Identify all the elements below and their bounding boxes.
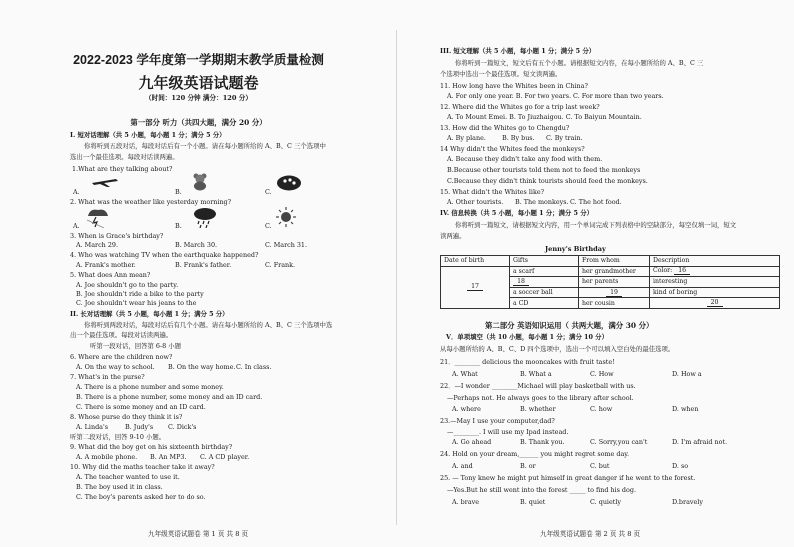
option-a: A. There is a phone number and some money.: [76, 383, 224, 391]
option-c: C. By train.: [546, 134, 583, 142]
option-label: B.: [175, 188, 182, 196]
option-b: B. March 30.: [175, 241, 218, 249]
option-a: A. The teacher wanted to use it.: [76, 473, 180, 481]
option-a: A. What: [452, 370, 478, 378]
option-c: C. A CD player.: [200, 453, 250, 461]
option-b: B. Thank you.: [520, 438, 565, 446]
sec4-title: IV. 信息转换（共 5 小题，每小题 1 分；满分 5 分）: [440, 209, 593, 217]
option-a: A. Other tourists.: [447, 198, 504, 206]
from-cell: [579, 287, 650, 298]
question-7: 7. What's in the purse?: [70, 373, 145, 381]
option-d: D. How a: [672, 370, 702, 378]
option-a: A. By plane.: [447, 134, 486, 142]
question-22: 22．—I wonder ________Michael will play basketball with us.: [440, 382, 636, 390]
question-14: 14 Why didn't the Whites feed the monkeys?: [440, 145, 585, 153]
option-b: B. On the way home.: [168, 363, 236, 371]
option-c: C.Because they didn't think tourists should feed the monkeys.: [447, 177, 648, 185]
question-4: 4. Who was watching TV when the earthquake happened?: [70, 251, 259, 259]
dialog-1-note: 听第一段对话，回答第 6-8 小题: [90, 342, 182, 350]
sec1-instruction-2: 选出一个最佳选项。每段对话读两遍。: [70, 153, 179, 161]
sec2-title: II. 长对话理解（共 5 小题，每小题 1 分；满分 5 分）: [70, 310, 229, 318]
option-b: B. What a: [520, 370, 552, 378]
table-row: [441, 266, 780, 277]
table-title: Jenny's Birthday: [545, 245, 606, 253]
desc-cell: kind of boring: [650, 287, 780, 298]
toy-car-icon: [276, 174, 302, 192]
option-a: A. Because they didn't take any food with them.: [447, 155, 603, 163]
question-12: 12. Where did the Whites go for a trip last week?: [440, 103, 600, 111]
question-1: 1.What are they talking about?: [72, 165, 173, 173]
question-25-reply: —Yes.But he still went into the forest _____ to find his dog.: [447, 486, 636, 494]
sec2-instruction: 你将听到两段对话，每段对话后有几个小题。请在每小题所给的 A、B、C 三个选项中选: [84, 321, 333, 329]
exam-title: 2022-2023 学年度第一学期期末教学质量检测: [73, 53, 324, 67]
option-b: B. The boy used it in class.: [76, 483, 163, 491]
option-b: B. An MP3.: [150, 453, 187, 461]
from-cell: her cousin: [579, 298, 650, 309]
desc-cell: [650, 266, 780, 277]
option-a: A. March 29.: [76, 241, 118, 249]
option-a: A. Frank's mother.: [76, 261, 136, 269]
option-b: B. or: [520, 462, 536, 470]
page-footer-2: 九年级英语试题卷 第 2 页 共 8 页: [540, 530, 641, 538]
question-23-reply: —________. I will use my Ipad instead.: [447, 428, 569, 436]
gift-cell: a scarf: [510, 266, 579, 277]
question-10: 10. Why did the maths teacher take it away?: [70, 463, 215, 471]
storm-icon: [84, 206, 112, 228]
exam-time: （时间：120 分钟 满分：120 分）: [145, 94, 252, 102]
option-a: A. A mobile phone.: [76, 453, 138, 461]
option-b: B. whether: [520, 405, 556, 413]
option-label: B.: [175, 222, 182, 230]
gift-cell: a soccer ball: [510, 287, 579, 298]
option-c: C. Frank.: [265, 261, 296, 269]
question-5: 5. What does Ann mean?: [70, 271, 151, 279]
option-c: C. quietly: [590, 498, 621, 506]
table-header: From whom: [579, 256, 650, 267]
from-cell: her parents: [579, 277, 650, 288]
jenny-birthday-table: [440, 255, 780, 309]
question-15: 15. What didn't the Whites like?: [440, 188, 545, 196]
desc-cell: interesting: [650, 277, 780, 288]
option-b: B. Judy's: [125, 423, 154, 431]
option-a: A. brave: [452, 498, 480, 506]
option-b: B. There is a phone number, some money and an ID card.: [76, 393, 263, 401]
question-13: 13. How did the Whites go to Chengdu?: [440, 124, 570, 132]
blank-20: 20: [707, 299, 723, 307]
option-c: C. In class.: [236, 363, 272, 371]
sec1-title: I. 短对话理解（共 5 小题，每小题 1 分；满分 5 分）: [70, 131, 226, 139]
option-a: A. Joe shouldn't go to the party.: [76, 281, 179, 289]
question-11: 11. How long have the Whites been in China?: [440, 82, 588, 90]
exam-subtitle: 九年级英语试题卷: [138, 75, 259, 92]
option-label: A.: [73, 222, 80, 230]
table-header: Description: [650, 256, 780, 267]
question-12-options: A. To Mount Emei. B. To Jiuzhaigou. C. To Baiyun Mountain.: [447, 113, 642, 121]
option-b: B. The monkeys.: [515, 198, 569, 206]
question-21: 21．________ delicious the mooncakes with fruit taste!: [440, 358, 615, 366]
teddy-bear-icon: [192, 173, 208, 191]
blank-18: 18: [513, 278, 529, 286]
option-c: C. March 31.: [265, 241, 308, 249]
option-c: C. There is some money and an ID card.: [76, 403, 206, 411]
question-24: 24. Hold on your dream,______ you might regret some day.: [440, 450, 630, 458]
option-b: B. Joe shouldn't ride a bike to the party: [76, 290, 204, 298]
option-c: C. How: [590, 370, 614, 378]
option-c: C. how: [590, 405, 613, 413]
option-b: B. Frank's father.: [175, 261, 232, 269]
question-8: 8. Whose purse do they think it is?: [70, 413, 183, 421]
question-22-reply: —Perhaps not. He always goes to the library after school.: [447, 394, 634, 402]
option-a: A. and: [452, 462, 473, 470]
sec3-instruction-2: 个选项中选出一个最佳选项。短文读两遍。: [440, 70, 562, 78]
table-header-row: [441, 256, 780, 267]
question-9: 9. What did the boy get on his sixteenth birthday?: [70, 443, 233, 451]
option-b: B. By bus.: [502, 134, 535, 142]
part1-heading: 第一部分 听力（共四大题，满分 20 分）: [130, 118, 267, 127]
sun-icon: [276, 207, 296, 227]
option-label: A.: [73, 188, 80, 196]
sec5-title: V．单项填空（共 10 小题，每小题 1 分；满分 10 分）: [446, 333, 608, 341]
blank-17: 17: [467, 283, 483, 291]
option-c: C. Dick's: [168, 423, 197, 431]
sec2-instruction-2: 出一个最佳选项。每段对话读两遍。: [70, 331, 173, 339]
option-d: D.bravely: [672, 498, 703, 506]
option-c: C. but: [590, 462, 610, 470]
option-c: C. The boy's parents asked her to do so.: [76, 493, 206, 501]
sec1-instruction: 你将听到五段对话，每段对话后有一个小题。请在每小题所给的 A、B、C 三个选项中: [84, 142, 326, 150]
option-a: A. Go ahead: [452, 438, 492, 446]
sec4-instruction: 你将听到一篇短文，请根据短文内容，用一个单词完成下列表格中的空缺部分，每空仅填一词，短文: [455, 221, 737, 229]
airplane-icon: [90, 174, 120, 188]
desc-label: Color:: [653, 267, 673, 275]
question-3: 3. When is Grace's birthday?: [70, 232, 164, 240]
question-23: 23.—May I use your computer,dad?: [440, 417, 555, 425]
option-b: B. quiet: [520, 498, 546, 506]
question-25: 25. — Tony knew he might put himself in great danger if he went to the forest.: [440, 474, 696, 482]
sec3-title: III. 短文理解（共 5 小题，每小题 1 分；满分 5 分）: [440, 47, 596, 55]
page-footer-1: 九年级英语试题卷 第 1 页 共 8 页: [148, 530, 249, 538]
sec3-instruction: 你将听到一篇短文，短文后有五个小题。请根据短文内容，在每小题所给的 A、B、C 三: [455, 59, 704, 67]
table-header: Date of birth: [441, 256, 510, 267]
date-of-birth-cell: [441, 266, 510, 308]
blank-19: 19: [606, 289, 622, 297]
from-cell: her grandmother: [579, 266, 650, 277]
gift-cell: [510, 277, 579, 288]
option-label: C.: [265, 188, 272, 196]
question-11-options: A. For only one year. B. For two years. C. For more than two years.: [447, 92, 664, 100]
part2-heading: 第二部分 英语知识运用（ 共两大题，满分 30 分）: [485, 321, 654, 330]
option-c: C. Sorry,you can't: [590, 438, 648, 446]
option-d: D. when: [672, 405, 699, 413]
dialog-2-note: 听第二段对话，回答 9-10 小题。: [70, 433, 166, 441]
option-a: A. On the way to school.: [76, 363, 155, 371]
option-c: C. The hot food.: [570, 198, 622, 206]
option-b: B.Because other tourists told them not to feed the monkeys: [447, 166, 641, 174]
gift-cell: a CD: [510, 298, 579, 309]
sec5-instruction: 从每小题所给的 A、B、C、D 四个选项中，选出一个可以填入空白处的最佳选项。: [440, 345, 675, 353]
blank-16: 16: [674, 267, 690, 275]
table-header: Gifts: [510, 256, 579, 267]
sec4-instruction-2: 读两遍。: [440, 232, 466, 240]
option-a: A. Linda's: [76, 423, 109, 431]
question-6: 6. Where are the children now?: [70, 353, 173, 361]
desc-cell: [650, 298, 780, 309]
option-d: D. I'm afraid not.: [672, 438, 728, 446]
option-c: C. Joe shouldn't wear his jeans to the: [76, 299, 197, 307]
question-2: 2. What was the weather like yesterday morning?: [70, 198, 232, 206]
option-d: D. so: [672, 462, 689, 470]
rain-cloud-icon: [192, 206, 218, 228]
option-a: A. where: [452, 405, 481, 413]
option-label: C.: [265, 222, 272, 230]
